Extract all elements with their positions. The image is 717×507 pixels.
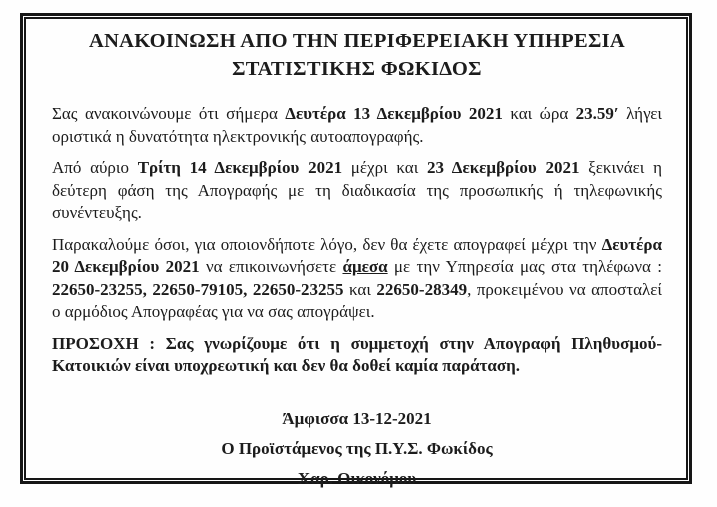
paragraph-second-phase xyxy=(52,157,662,225)
paragraph-attention-notice xyxy=(52,333,662,378)
text-run: με την Υπηρεσία μας στα τηλέφωνα : xyxy=(387,257,662,276)
document-title-line-2: ΣΤΑΤΙΣΤΙΚΗΣ ΦΩΚΙΔΟΣ xyxy=(232,58,482,80)
date-contact-deadline: Δευτέρα 20 Δεκεμβρίου 2021 xyxy=(52,234,662,276)
date-phase-start: Τρίτη 14 Δεκεμβρίου 2021 xyxy=(137,158,343,177)
paragraph-deadline-today xyxy=(52,103,662,148)
emphasis-immediately: άμεσα xyxy=(342,257,388,276)
signature-block xyxy=(52,404,662,494)
document-border-inner xyxy=(24,17,688,488)
document-border-outer xyxy=(20,13,692,488)
text-run: ξεκινάει η δεύτερη φάση της Απογραφής με τη διαδικασία της προσωπικής ή τηλεφωνικής συνέντευξης. xyxy=(52,158,662,222)
document-body xyxy=(52,103,662,378)
document-title-line-1: ΑΝΑΚΟΙΝΩΣΗ ΑΠΟ ΤΗΝ ΠΕΡΙΦΕΡΕΙΑΚΗ ΥΠΗΡΕΣΙΑ xyxy=(88,30,626,52)
signature-name: Χαρ. Οικονόμου xyxy=(297,468,417,488)
paragraph-contact-info xyxy=(52,234,662,324)
document-title xyxy=(52,27,662,83)
time-deadline: 23.59′ xyxy=(575,104,619,123)
date-deadline: Δευτέρα 13 Δεκεμβρίου 2021 xyxy=(285,104,503,123)
text-run: μέχρι και xyxy=(342,158,428,177)
signature-role: Ο Προϊστάμενος της Π.Υ.Σ. Φωκίδος xyxy=(221,438,493,458)
text-run: λήγει οριστικά η δυνατότητα ηλεκτρονικής αυτοαπογραφής. xyxy=(52,104,662,146)
date-phase-end: 23 Δεκεμβρίου 2021 xyxy=(427,158,580,177)
text-run: να επικοινωνήσετε xyxy=(199,257,343,276)
phone-number-last: 22650-28349 xyxy=(376,279,468,299)
attention-text: ΠΡΟΣΟΧΗ : Σας γνωρίζουμε ότι η συμμετοχή στην Απογραφή Πληθυσμού-Κατοικιών είναι υποχρεωτική και δεν θα δοθεί καμία παράταση. xyxy=(52,333,662,375)
text-run: Σας ανακοινώνουμε ότι σήμερα xyxy=(52,104,286,123)
text-run: και ώρα xyxy=(502,104,576,123)
signature-place-date: Άμφισσα 13-12-2021 xyxy=(282,408,432,428)
text-run: και xyxy=(343,279,377,299)
text-run: Παρακαλούμε όσοι, για οποιονδήποτε λόγο, δεν θα έχετε απογραφεί μέχρι την xyxy=(52,234,602,254)
text-run: Από αύριο xyxy=(52,158,138,177)
phone-numbers: 22650-23255, 22650-79105, 22650-23255 xyxy=(52,279,344,299)
text-run: , προκειμένου να αποσταλεί ο αρμόδιος Απογραφέας για να σας απογράψει. xyxy=(52,279,662,321)
